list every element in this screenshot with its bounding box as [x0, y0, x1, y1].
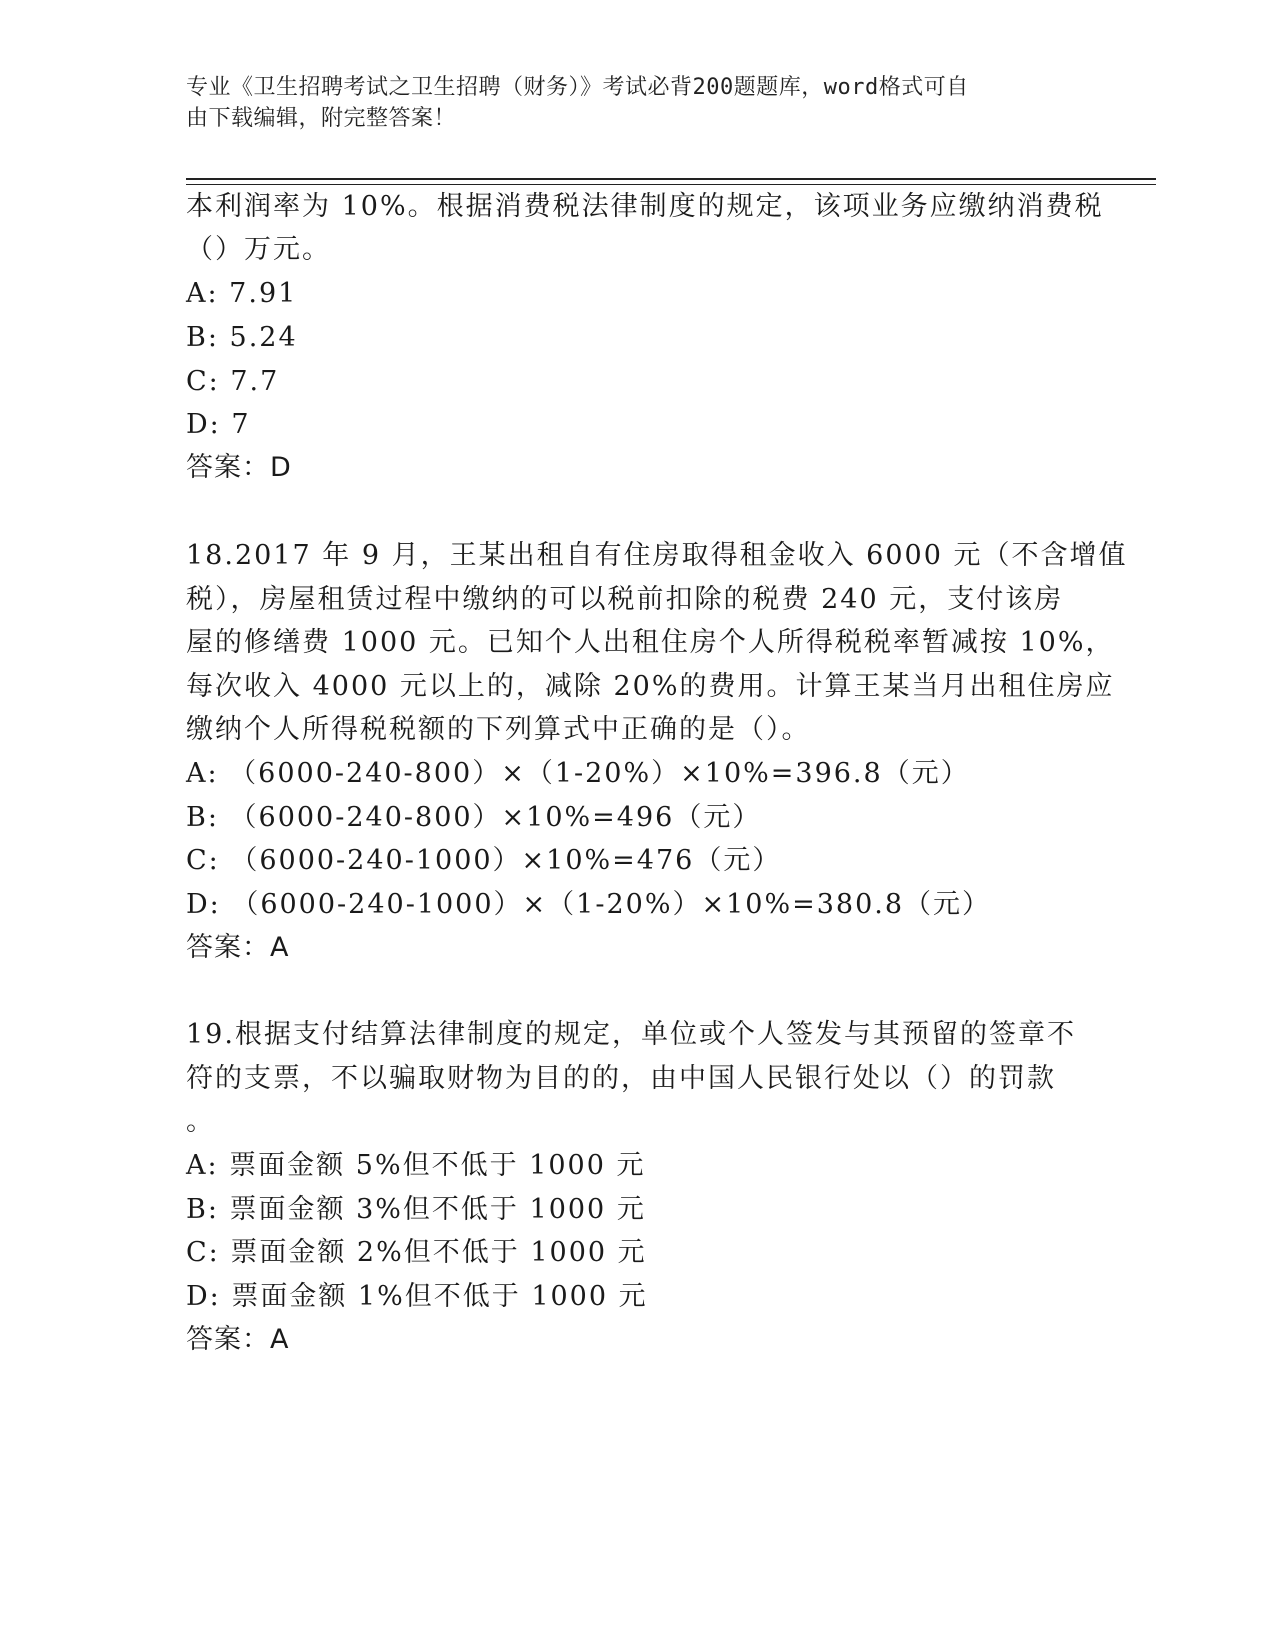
document-header [186, 72, 1066, 134]
q18-stem-line-2: 税），房屋租赁过程中缴纳的可以税前扣除的税费 240 元，支付该房 [186, 584, 1064, 615]
q19-stem-line-3: 。 [186, 1106, 215, 1137]
q18-stem-line-5: 缴纳个人所得税税额的下列算式中正确的是（）。 [186, 714, 811, 745]
q18-stem-line-3: 屋的修缮费 1000 元。已知个人出租住房个人所得税税率暂减按 10%， [186, 627, 1115, 658]
q17-stem-line-1: 本利润率为 10%。根据消费税法律制度的规定，该项业务应缴纳消费税 [186, 191, 1104, 222]
q17-option-a: A: 7.91 [186, 278, 298, 309]
q19-option-c: C: 票面金额 2%但不低于 1000 元 [186, 1237, 647, 1268]
q17-option-c: C: 7.7 [186, 366, 280, 397]
q18-option-b: B: （6000-240-800）×10%=496（元） [186, 802, 762, 833]
q19-option-d: D: 票面金额 1%但不低于 1000 元 [186, 1281, 648, 1312]
header-divider-thin [186, 184, 1156, 185]
q19-stem-line-2: 符的支票，不以骗取财物为目的的，由中国人民银行处以（）的罚款 [186, 1063, 1056, 1094]
q19-answer: 答案：A [186, 1324, 290, 1355]
q19-option-b: B: 票面金额 3%但不低于 1000 元 [186, 1194, 646, 1225]
q18-option-a: A: （6000-240-800）×（1-20%）×10%=396.8（元） [186, 758, 970, 789]
q18-option-c: C: （6000-240-1000）×10%=476（元） [186, 845, 782, 876]
q17-option-b: B: 5.24 [186, 322, 298, 353]
q19-option-a: A: 票面金额 5%但不低于 1000 元 [186, 1150, 646, 1181]
q17-stem-line-2: （）万元。 [186, 234, 331, 265]
q17-answer: 答案：D [186, 452, 292, 483]
header-line-1: 专业《卫生招聘考试之卫生招聘（财务）》考试必背200题题库，word格式可自 [186, 75, 969, 100]
q18-stem-line-4: 每次收入 4000 元以上的，减除 20%的费用。计算王某当月出租住房应 [186, 671, 1115, 702]
header-line-2: 由下载编辑，附完整答案！ [186, 106, 457, 131]
q18-option-d: D: （6000-240-1000）×（1-20%）×10%=380.8（元） [186, 889, 992, 920]
header-divider-thick [186, 178, 1156, 180]
q18-stem-line-1: 18.2017 年 9 月，王某出租自有住房取得租金收入 6000 元（不含增值 [186, 540, 1128, 571]
q18-answer: 答案：A [186, 932, 290, 963]
q17-option-d: D: 7 [186, 409, 251, 440]
q19-stem-line-1: 19.根据支付结算法律制度的规定，单位或个人签发与其预留的签章不 [186, 1019, 1076, 1050]
